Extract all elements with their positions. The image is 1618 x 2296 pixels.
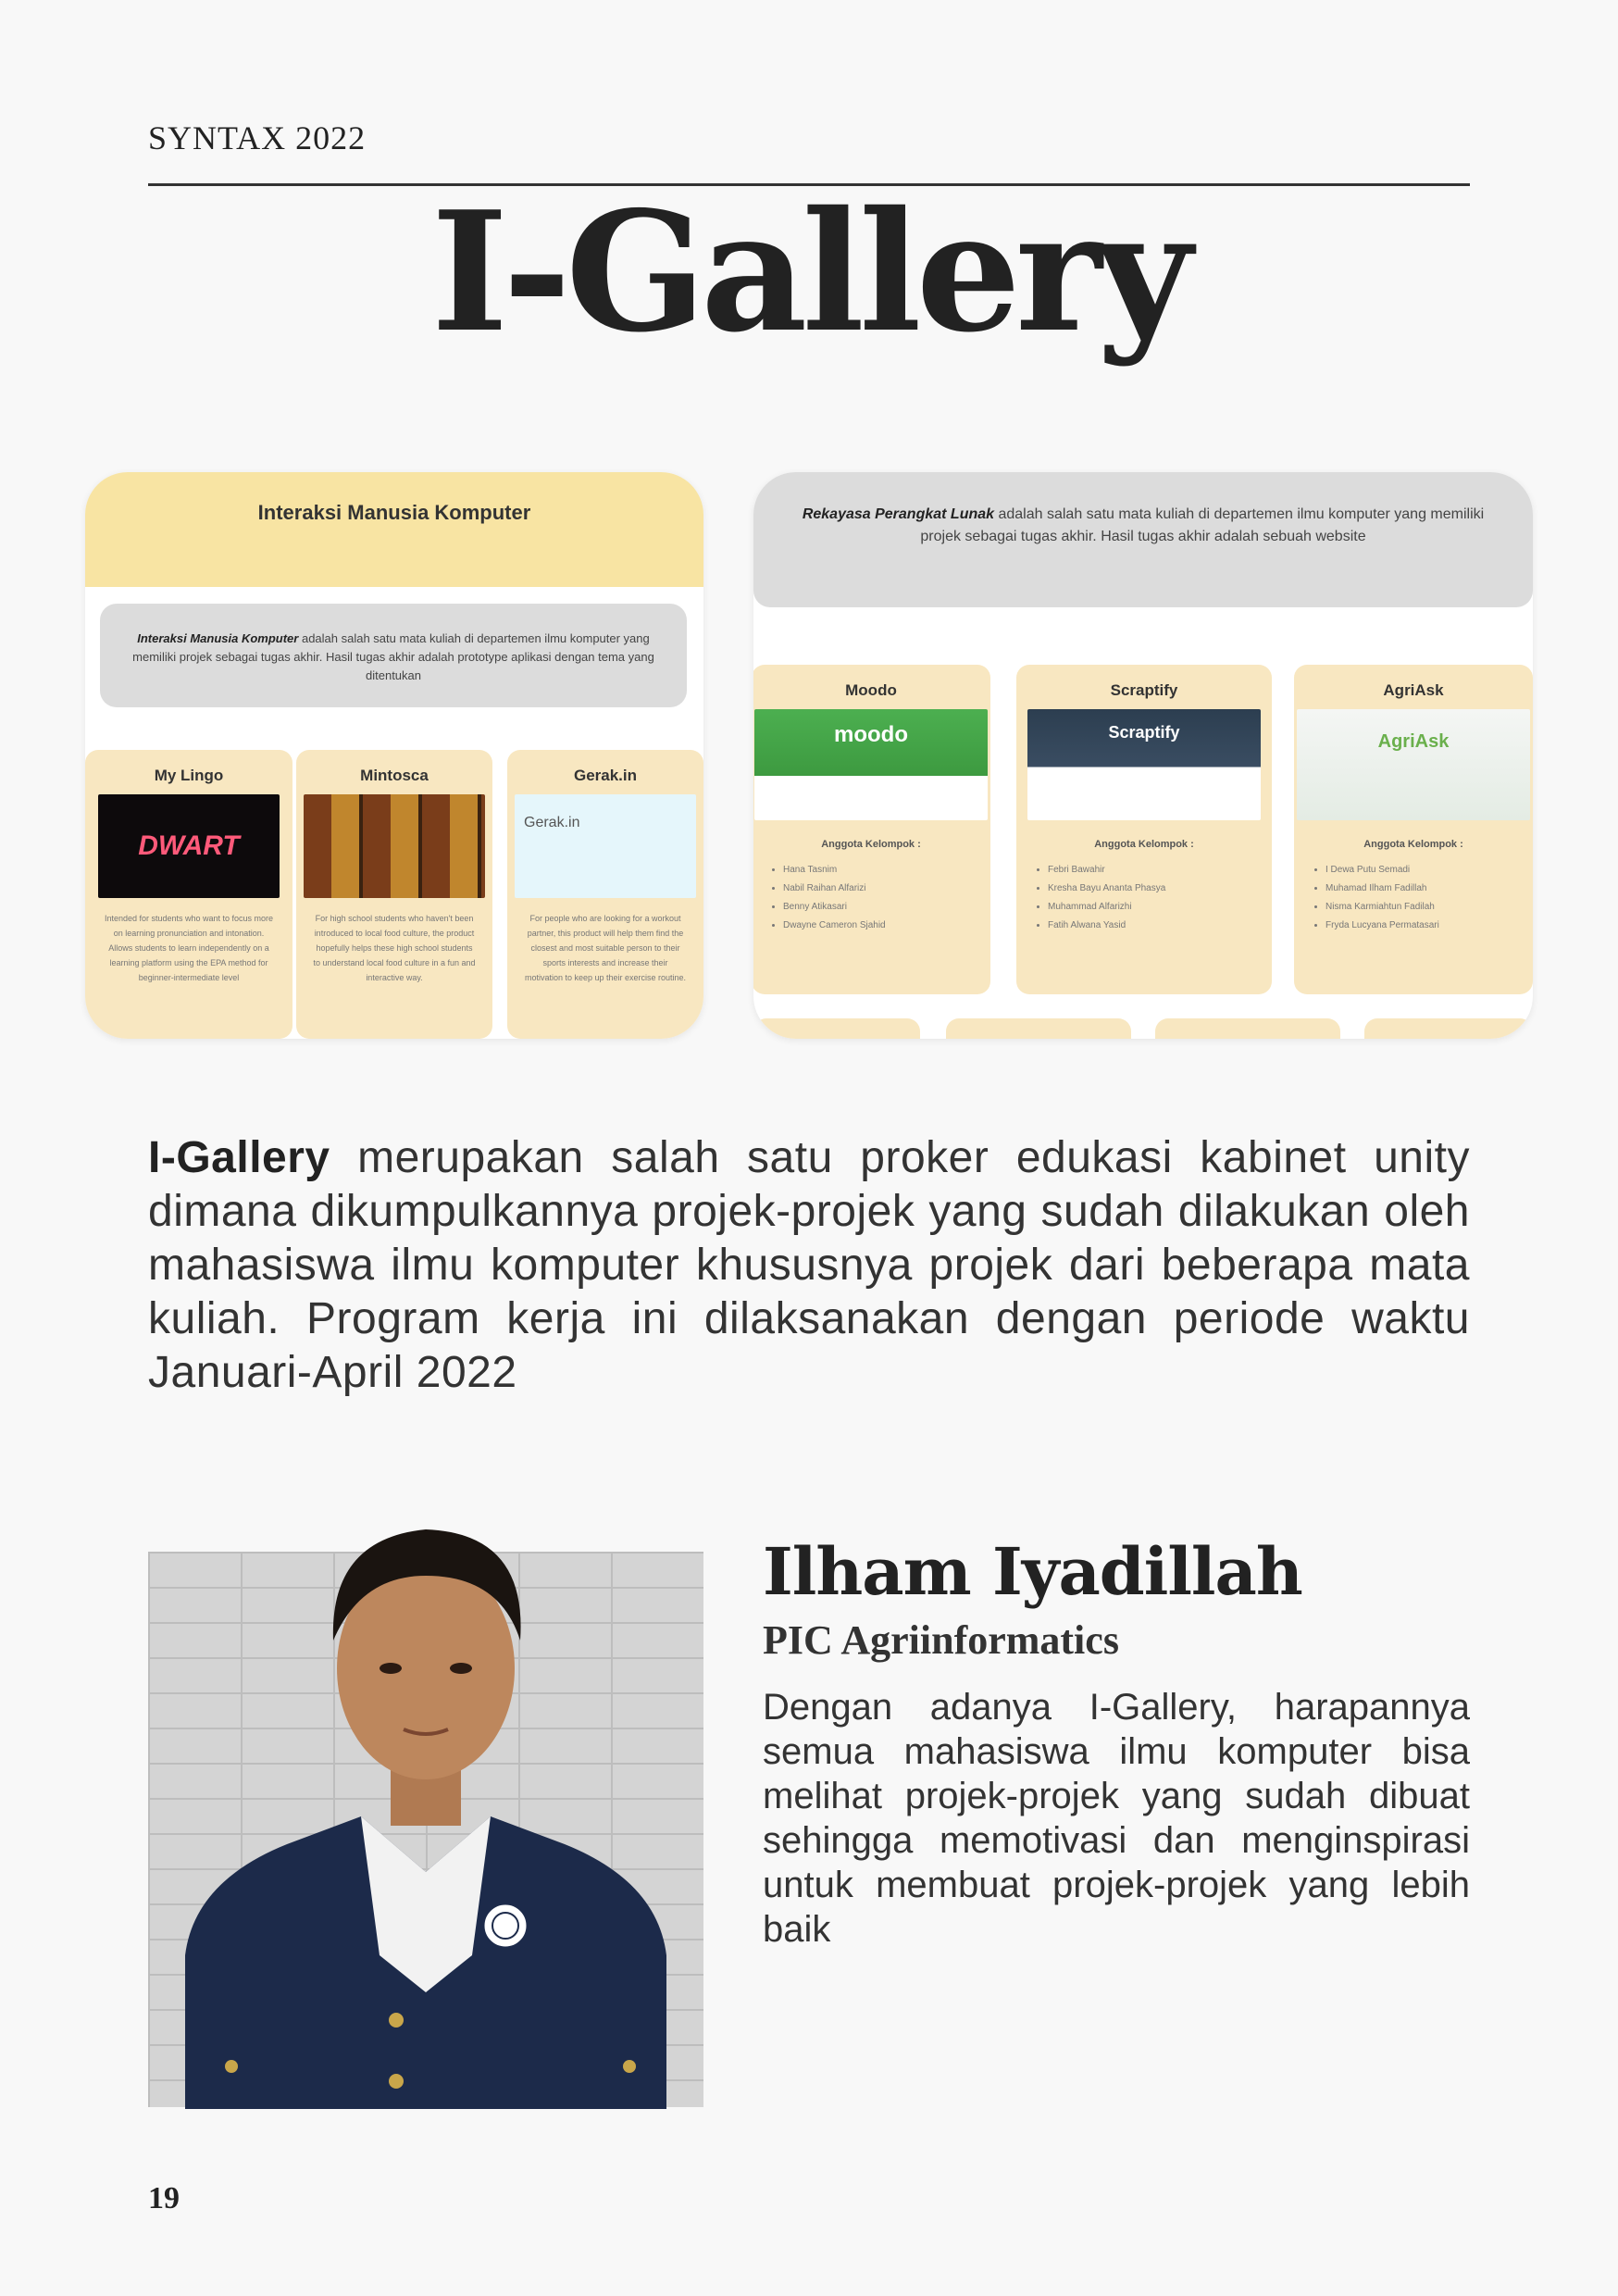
member-item: • Muhamad Ilham Fadillah: [1326, 880, 1533, 898]
card-title: Moodo: [845, 681, 897, 699]
member-item: • Hana Tasnim: [783, 861, 990, 880]
person-name: Ilham Iyadillah: [763, 1533, 1302, 1610]
person-role: PIC Agriinformatics: [763, 1617, 1119, 1663]
person-quote: Dengan adanya I-Gallery, harapannya semua mahasiswa ilmu komputer bisa melihat projek-projek yang sudah dibuat sehingga memotivasi dan menginspirasi untuk membuat projek-projek yang lebih baik: [763, 1687, 1470, 1950]
person-portrait: [148, 1437, 703, 2109]
project-card-scraptify: [1016, 665, 1272, 994]
card-title: Mintosca: [360, 767, 429, 784]
member-item: • Nabil Raihan Alfarizi: [783, 880, 990, 898]
project-thumbnail: moodo: [754, 709, 988, 820]
project-thumbnail: Gerak.in: [515, 794, 696, 898]
rpl-description-bold: Rekayasa Perangkat Lunak: [802, 506, 995, 522]
project-card-gerakin: [507, 750, 703, 1039]
project-card-moodo: [753, 665, 990, 994]
card-stub: [753, 1018, 920, 1039]
project-thumbnail: DWART: [98, 794, 280, 898]
project-thumbnail: [304, 794, 485, 898]
card-title: Gerak.in: [573, 767, 638, 784]
members-list: [753, 850, 990, 935]
imk-description-bold: Interaksi Manusia Komputer: [137, 631, 299, 645]
card-title: My Lingo: [154, 767, 224, 784]
page-number: 19: [148, 2181, 180, 2215]
magazine-label: SYNTAX 2022: [148, 119, 367, 156]
member-item: • Benny Atikasari: [783, 898, 990, 917]
card-stub: [1155, 1018, 1340, 1039]
project-card-mylingo: [85, 750, 292, 1039]
imk-description: [100, 604, 687, 707]
card-stub: [1364, 1018, 1533, 1039]
members-heading: Anggota Kelompok :: [1363, 839, 1463, 850]
project-card-agriask: [1294, 665, 1533, 994]
intro-paragraph: [148, 1131, 1470, 1400]
card-description: For high school students who haven't been introduced to local food culture, the product hopefully helps these high school students to understand local food culture in a fun and interactive way.: [313, 914, 476, 982]
rpl-screenshot-panel: [753, 472, 1533, 1039]
member-item: • Fatih Alwana Yasid: [1048, 917, 1272, 935]
intro-bold: I-Gallery: [148, 1133, 330, 1182]
member-item: • Kresha Bayu Ananta Phasya: [1048, 880, 1272, 898]
members-list: [1294, 850, 1533, 935]
member-item: • Febri Bawahir: [1048, 861, 1272, 880]
imk-screenshot-panel: [85, 472, 703, 1039]
imk-heading: Interaksi Manusia Komputer: [85, 472, 703, 587]
member-item: • Nisma Karmiahtun Fadilah: [1326, 898, 1533, 917]
person-photo: [148, 1437, 703, 2109]
member-item: • Dwayne Cameron Sjahid: [783, 917, 990, 935]
member-item: • Fryda Lucyana Permatasari: [1326, 917, 1533, 935]
member-item: • Muhammad Alfarizhi: [1048, 898, 1272, 917]
members-heading: Anggota Kelompok :: [821, 839, 921, 850]
project-thumbnail: Scraptify: [1027, 709, 1261, 820]
page-title: I-Gallery: [430, 175, 1188, 368]
members-heading: Anggota Kelompok :: [1094, 839, 1194, 850]
project-card-mintosca: [296, 750, 492, 1039]
card-stub: [946, 1018, 1131, 1039]
intro-text: merupakan salah satu proker edukasi kabinet unity dimana dikumpulkannya projek-projek yang sudah dilakukan oleh mahasiswa ilmu komputer khususnya projek dari beberapa mata kuliah. Program kerja ini dilaksanakan dengan periode waktu Januari-April 2022: [148, 1133, 1470, 1397]
project-thumbnail: AgriAsk: [1297, 709, 1530, 820]
rpl-description-text: adalah salah satu mata kuliah di departemen ilmu komputer yang memiliki projek sebagai tugas akhir. Hasil tugas akhir adalah sebuah website: [920, 506, 1485, 544]
members-list: [1016, 850, 1272, 935]
card-description: Intended for students who want to focus more on learning pronunciation and intonation. Allows students to learn independently on a learning platform using the EPA method for beginner-intermediate level: [104, 914, 274, 982]
member-item: • I Dewa Putu Semadi: [1326, 861, 1533, 880]
card-title: AgriAsk: [1383, 681, 1444, 699]
imk-description-text: adalah salah satu mata kuliah di departemen ilmu komputer yang memiliki projek sebagai tugas akhir. Hasil tugas akhir adalah prototype aplikasi dengan tema yang ditentukan: [132, 631, 654, 682]
card-title: Scraptify: [1110, 681, 1178, 699]
rpl-description: [753, 472, 1533, 607]
card-description: For people who are looking for a workout partner, this product will help them find the closest and most suitable person to their sports interests and increase their motivation to keep up their exercise routine.: [524, 914, 687, 982]
